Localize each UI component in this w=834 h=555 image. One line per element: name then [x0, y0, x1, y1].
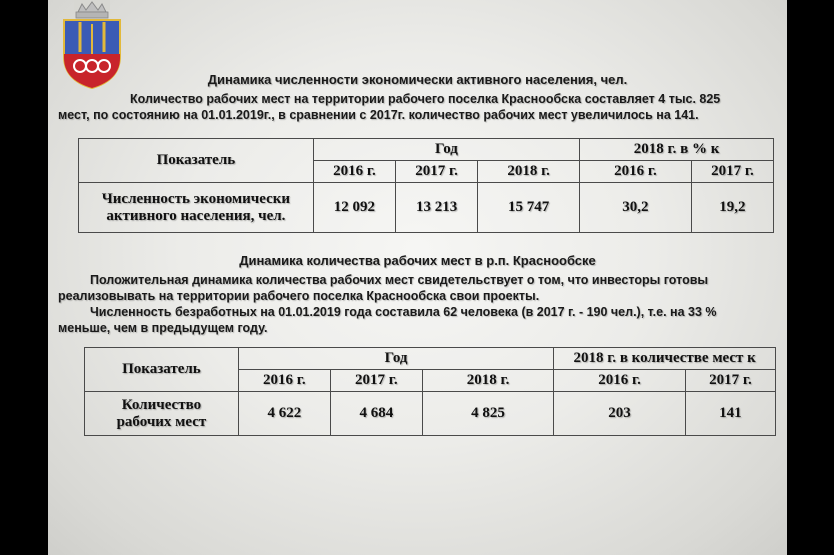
section2-para1-line2: реализовывать на территории рабочего поселка Краснообска свои проекты. — [58, 289, 540, 303]
table-row — [85, 392, 776, 436]
table2-year-2017: 2017 г. — [330, 370, 422, 392]
table2-change-value-2017: 141 — [685, 392, 775, 436]
table1-value-2017: 13 213 — [396, 183, 478, 233]
section2-title: Динамика количества рабочих мест в р.п. Краснообске — [239, 253, 596, 268]
table1-year-2017: 2017 г. — [396, 161, 478, 183]
economically-active-population-table — [78, 138, 774, 233]
section1-text-line1: Количество рабочих мест на территории рабочего поселка Краснообска составляет 4 тыс. 825 — [130, 92, 721, 106]
table2-value-2018: 4 825 — [422, 392, 553, 436]
table1-percent-value-2016: 30,2 — [580, 183, 692, 233]
slide — [48, 0, 787, 555]
section2-para2-line1: Численность безработных на 01.01.2019 года составила 62 человека (в 2017 г. - 190 чел.), т.е. на 33 % — [90, 305, 717, 319]
table1-row-label-line1: Численность экономически — [101, 190, 291, 207]
table1-value-2016: 12 092 — [313, 183, 395, 233]
table2-year-2018: 2018 г. — [422, 370, 553, 392]
table1-value-2018: 15 747 — [478, 183, 580, 233]
table1-header-indicator: Показатель — [79, 139, 314, 183]
table2-header-indicator: Показатель — [85, 348, 239, 392]
table1-header-year: Год — [313, 139, 579, 161]
table1-year-2018: 2018 г. — [478, 161, 580, 183]
table2-row-label-line1: Количество — [121, 396, 202, 413]
table2-year-2016: 2016 г. — [238, 370, 330, 392]
table2-value-2017: 4 684 — [330, 392, 422, 436]
table2-value-2016: 4 622 — [238, 392, 330, 436]
section1-text — [58, 91, 780, 123]
section2-para1-line1: Положительная динамика количества рабочих мест свидетельствует о том, что инвесторы готовы — [90, 273, 709, 287]
section1-text-line2: мест, по состоянию на 01.01.2019г., в сравнении с 2017г. количество рабочих мест увеличилось на 141. — [58, 108, 699, 122]
table1-percent-year-2016: 2016 г. — [580, 161, 692, 183]
table2-change-value-2016: 203 — [554, 392, 686, 436]
table1-row-label — [79, 183, 314, 233]
table1-year-2016: 2016 г. — [313, 161, 395, 183]
section2-para2-line2: меньше, чем в предыдущем году. — [58, 321, 268, 335]
table2-header-change: 2018 г. в количестве мест к — [554, 348, 776, 370]
table1-percent-year-2017: 2017 г. — [691, 161, 773, 183]
table-row — [79, 183, 774, 233]
table1-header-percent: 2018 г. в % к — [580, 139, 774, 161]
table2-row-label-line2: рабочих мест — [116, 413, 207, 430]
section2-text — [58, 272, 780, 336]
table2-header-year: Год — [238, 348, 553, 370]
table2-change-year-2016: 2016 г. — [554, 370, 686, 392]
section1-title: Динамика численности экономически активного населения, чел. — [207, 72, 628, 87]
table2-row-label — [85, 392, 239, 436]
table1-percent-value-2017: 19,2 — [691, 183, 773, 233]
table1-row-label-line2: активного населения, чел. — [106, 207, 286, 224]
jobs-count-table — [84, 347, 776, 436]
table2-change-year-2017: 2017 г. — [685, 370, 775, 392]
